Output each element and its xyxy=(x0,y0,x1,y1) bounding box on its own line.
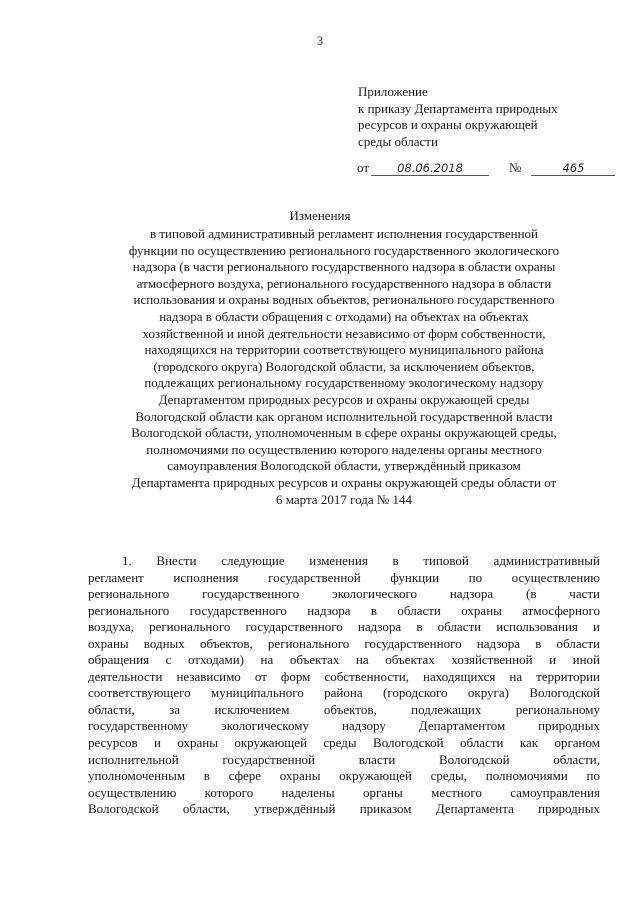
body-line: 1. Внести следующие изменения в типовой административный xyxy=(122,553,600,568)
body-line: регламент исполнения государственной функции по осуществлению xyxy=(88,569,600,585)
subtitle-line: в типовой административный регламент исполнения государственной xyxy=(149,226,539,241)
body-line: Вологодской области, утверждённый приказом Департамента природных xyxy=(88,801,600,817)
body-line: обращения с отходами) на объектах на объектах хозяйственной и иной xyxy=(88,652,600,668)
appendix-line: ресурсов и охраны окружающей xyxy=(358,117,538,132)
order-number-handwritten: 465 xyxy=(531,161,615,176)
body-line: деятельности независимо от форм собственности, находящихся на территории xyxy=(88,668,600,684)
body-line: области, за исключением объектов, подлежащих региональному xyxy=(88,701,600,717)
subtitle-line: Департамента природных ресурсов и охраны окружающей среды области от xyxy=(131,474,557,490)
subtitle-line: 6 марта 2017 года № 144 xyxy=(275,491,413,507)
body-line: воздуха, регионального государственного надзора в области использования и xyxy=(88,619,600,635)
body-line: уполномоченным в сфере охраны окружающей среды, полномочиями по xyxy=(88,768,600,784)
body-line: исполнительной государственной власти Вологодской области, xyxy=(88,751,600,767)
body-line: регионального государственного экологического надзора (в части xyxy=(88,586,600,602)
subtitle-line: атмосферного воздуха, регионального государственного надзора в области xyxy=(136,275,552,291)
order-date-handwritten: 08.06.2018 xyxy=(371,161,489,176)
subtitle-line: подлежащих региональному государственному экологическому надзору xyxy=(144,375,544,391)
body-line: ресурсов и охраны окружающей среды Вологодской области как органом xyxy=(88,735,600,751)
body-line: осуществлению которого наделены органы местного самоуправления xyxy=(88,784,600,800)
body-line: соответствующего муниципального района (городского округа) Вологодской xyxy=(88,685,600,701)
order-date-label: от xyxy=(357,160,370,175)
subtitle-line: надзора (в части регионального государственного надзора в области охраны xyxy=(132,259,556,275)
subtitle-line: находящихся на территории соответствующего муниципального района xyxy=(144,342,544,358)
subtitle-line: Вологодской области, уполномоченным в сфере охраны окружающей среды, xyxy=(131,425,557,441)
subtitle-line: самоуправления Вологодской области, утверждённый приказом xyxy=(167,458,521,474)
subtitle-line: хозяйственной и иной деятельности независимо от форм собственности, xyxy=(142,325,546,341)
order-reference xyxy=(357,160,617,176)
page-number: 3 xyxy=(316,34,324,48)
appendix-line: среды области xyxy=(358,133,438,149)
appendix-line: к приказу Департамента природных xyxy=(358,100,558,116)
subtitle-line: функции по осуществлению регионального государственного экологического xyxy=(128,242,560,258)
subtitle-line: надзора в области обращения с отходами) на объектах на объектах xyxy=(159,308,529,324)
changes-title: Изменения xyxy=(289,208,351,223)
subtitle-line: (городского округа) Вологодской области, за исключением объектов, xyxy=(153,358,535,374)
order-number-label: № xyxy=(509,160,522,175)
body-line: регионального государственного надзора в области охраны атмосферного xyxy=(88,602,600,618)
appendix-block xyxy=(358,84,618,150)
body-line: охраны водных объектов, регионального государственного надзора в области xyxy=(88,635,600,651)
subtitle-line: Вологодской области как органом исполнительной государственной власти xyxy=(135,408,553,424)
body-line: государственному экологическому надзору Департаментом природных xyxy=(88,718,600,734)
appendix-line: Приложение xyxy=(358,84,428,99)
subtitle-line: использования и охраны водных объектов, регионального государственного xyxy=(133,292,555,308)
body-paragraph-1 xyxy=(88,553,600,818)
changes-subtitle xyxy=(84,226,604,508)
subtitle-line: Департаментом природных ресурсов и охраны окружающей среды xyxy=(158,391,530,407)
subtitle-line: полномочиями по осуществлению которого наделены органы местного xyxy=(146,441,542,457)
